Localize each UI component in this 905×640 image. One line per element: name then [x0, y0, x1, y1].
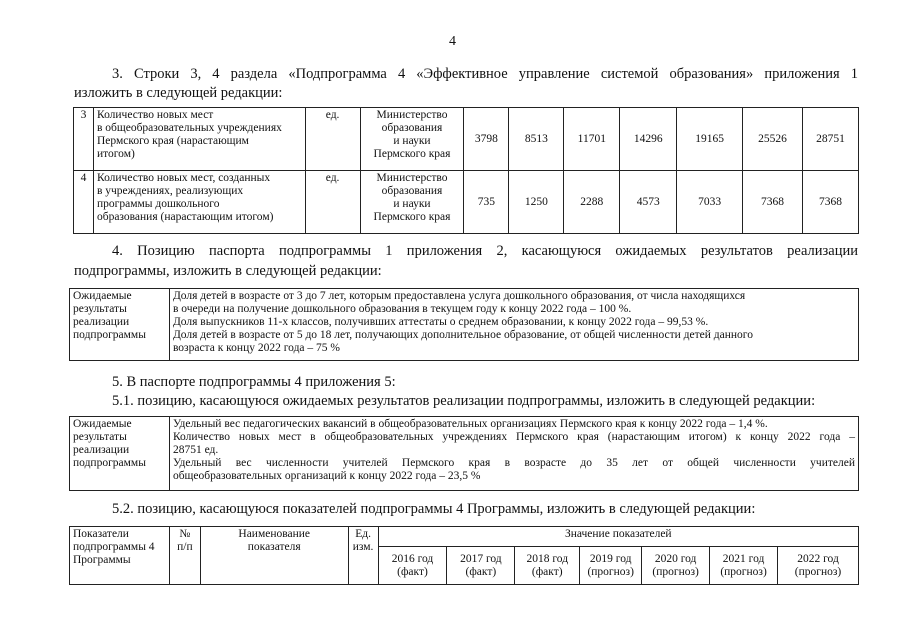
organization: Министерство образования и науки Пермского края [360, 171, 464, 234]
value-cell: 14296 [620, 108, 677, 171]
row-number: 4 [74, 171, 94, 234]
unit: ед. [305, 171, 360, 234]
year-column: 2016 год (факт) [378, 547, 447, 585]
value-cell: 8513 [509, 108, 564, 171]
value-cell: 7033 [677, 171, 743, 234]
value-cell: 1250 [509, 171, 564, 234]
indicators-table [73, 107, 859, 234]
year-column: 2022 год (прогноз) [778, 547, 859, 585]
year-column: 2017 год (факт) [447, 547, 515, 585]
expected-results-table-1 [69, 288, 859, 361]
year-column: 2018 год (факт) [515, 547, 580, 585]
value-cell: 7368 [802, 171, 858, 234]
item5-sub2: 5.2. позицию, касающуюся показателей подпрограммы 4 Программы, изложить в следующей редакции: [112, 501, 756, 517]
indicator-name: Количество новых мест в общеобразовательных учреждениях Пермского края (нарастающим итогом) [93, 108, 305, 171]
value-cell: 25526 [743, 108, 803, 171]
year-column: 2021 год (прогноз) [710, 547, 778, 585]
header-values: Значение показателей [378, 527, 858, 547]
value-cell: 4573 [620, 171, 677, 234]
header-indicators: Показатели подпрограммы 4 Программы [70, 527, 170, 585]
page-number: 4 [449, 34, 456, 49]
unit: ед. [305, 108, 360, 171]
item5-sub1: 5.1. позицию, касающуюся ожидаемых результатов реализации подпрограммы, изложить в следующей редакции: [112, 393, 816, 409]
year-column: 2019 год (прогноз) [580, 547, 642, 585]
header-unit: Ед. изм. [348, 527, 378, 585]
header-indicator-name: Наименование показателя [200, 527, 348, 585]
value-cell: 735 [464, 171, 509, 234]
year-column: 2020 год (прогноз) [642, 547, 710, 585]
indicator-name: Количество новых мест, созданных в учреждениях, реализующих программы дошкольного образования (нарастающим итогом) [93, 171, 305, 234]
value-cell: 7368 [743, 171, 803, 234]
expected-results-table-2 [69, 416, 859, 491]
organization: Министерство образования и науки Пермского края [360, 108, 464, 171]
value-cell: 11701 [564, 108, 620, 171]
header-number: № п/п [169, 527, 200, 585]
item5-heading: 5. В паспорте подпрограммы 4 приложения 5: [112, 374, 396, 390]
table-row [74, 108, 859, 171]
value-cell: 3798 [464, 108, 509, 171]
row-number: 3 [74, 108, 94, 171]
expected-results-text: Доля детей в возрасте от 3 до 7 лет, которым предоставлена услуга дошкольного образования, от числа находящихся в очереди на получение дошкольного образования в текущем году к концу 2022 года – 100 %. Доля выпускников 11-х классов, получивших аттестаты о среднем образовании, к концу 2022 года – 99,53 %. Доля детей в возрасте от 5 до 18 лет, получающих дополнительное образование, от общей численности детей данного возраста к концу 2022 года – 75 % [169, 289, 858, 361]
value-cell: 28751 [802, 108, 858, 171]
expected-results-label: Ожидаемые результаты реализации подпрограммы [70, 289, 170, 361]
expected-results-label: Ожидаемые результаты реализации подпрограммы [70, 417, 170, 491]
item4-line1: 4. Позицию паспорта подпрограммы 1 приложения 2, касающуюся ожидаемых результатов реализации [112, 243, 858, 259]
item3-line1: 3. Строки 3, 4 раздела «Подпрограмма 4 «Эффективное управление системой образования» приложения 1 [112, 66, 858, 82]
item3-line2: изложить в следующей редакции: [74, 85, 283, 101]
item4-line2: подпрограммы, изложить в следующей редакции: [74, 263, 382, 279]
expected-results-text: Удельный вес педагогических вакансий в общеобразовательных организациях Пермского края к концу 2022 года – 1,4 %. Количество новых мест в общеобразовательных учреждениях Пермского края (нарастающим итогом) к концу 2022 года – 28751 ед. Удельный вес численности учителей Пермского края в возрасте до 35 лет от общей численности учителей общеобразовательных организаций к концу 2022 года – 23,5 % [169, 417, 858, 491]
indicators-header-table [69, 526, 859, 585]
value-cell: 2288 [564, 171, 620, 234]
value-cell: 19165 [677, 108, 743, 171]
table-row [74, 171, 859, 234]
